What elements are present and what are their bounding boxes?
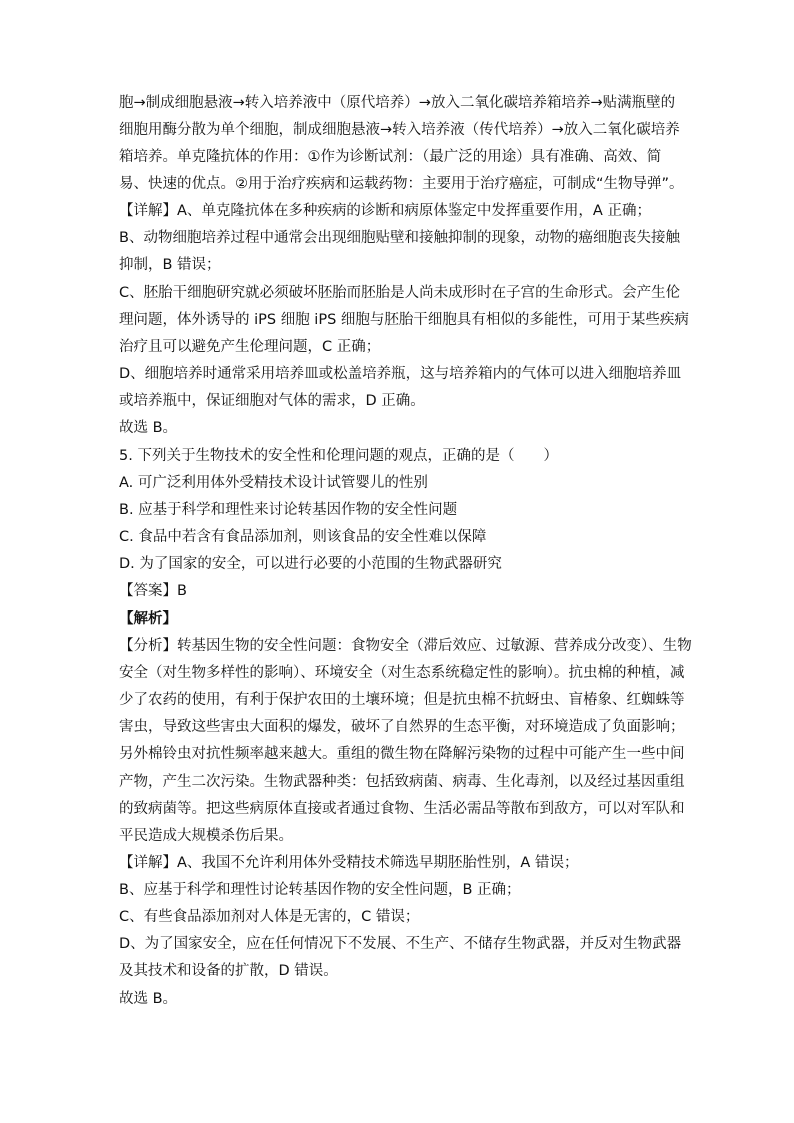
analysis-text-line: 【分析】转基因生物的安全性问题：食物安全（滞后效应、过敏源、营养成分改变）、生物 — [119, 638, 692, 654]
analysis-heading: 【解析】 — [119, 611, 177, 627]
option-d: D. 为了国家的安全，可以进行必要的小范围的生物武器研究 — [119, 556, 502, 572]
text-line: D、为了国家安全，应在任何情况下不发展、不生产、不储存生物武器，并反对生物武器 — [119, 936, 682, 952]
text-line: 易、快速的优点。②用于治疗疾病和运载药物：主要用于治疗癌症，可制成“生物导弹”。 — [119, 176, 684, 192]
analysis-text-line: 少了农药的使用，有利于保护农田的土壤环境；但是抗虫棉不抗蚜虫、盲椿象、红蜘蛛等 — [119, 692, 685, 708]
analysis-text-line: 平民造成大规模杀伤后果。 — [119, 828, 293, 844]
text-line: 治疗且可以避免产生伦理问题，C 正确； — [119, 339, 381, 355]
conclusion-line: 故选 B。 — [119, 420, 178, 436]
text-line: B、应基于科学和理性讨论转基因作物的安全性问题，B 正确； — [119, 882, 521, 898]
analysis-text-line: 产物，产生二次污染。生物武器种类：包括致病菌、病毒、生化毒剂，以及经过基因重组 — [119, 774, 685, 790]
option-a: A. 可广泛利用体外受精技术设计试管婴儿的性别 — [119, 475, 428, 491]
text-line: 及其技术和设备的扩散，D 错误。 — [119, 963, 338, 979]
text-line: B、动物细胞培养过程中通常会出现细胞贴壁和接触抑制的现象，动物的癌细胞丧失接触 — [119, 230, 680, 246]
text-line: 胞→制成细胞悬液→转入培养液中（原代培养）→放入二氧化碳培养箱培养→贴满瓶壁的 — [119, 95, 676, 111]
question-stem: 5. 下列关于生物技术的安全性和伦理问题的观点，正确的是（ ） — [119, 448, 558, 464]
text-line: 箱培养。单克隆抗体的作用：①作为诊断试剂：（最广泛的用途）具有准确、高效、简 — [119, 149, 662, 165]
answer-line: 【答案】B — [119, 583, 187, 599]
option-c: C. 食品中若含有食品添加剂，则该食品的安全性难以保障 — [119, 529, 487, 545]
analysis-text-line: 安全（对生物多样性的影响）、环境安全（对生态系统稳定性的影响）。抗虫棉的种植，减 — [119, 665, 685, 681]
text-line: C、有些食品添加剂对人体是无害的，C 错误； — [119, 909, 420, 925]
analysis-text-line: 另外棉铃虫对抗性频率越来越大。重组的微生物在降解污染物的过程中可能产生一些中间 — [119, 746, 685, 762]
text-line: 理问题，体外诱导的 iPS 细胞 iPS 细胞与胚胎干细胞具有相似的多能性，可用于某些疾病 — [119, 312, 689, 328]
text-line: 细胞用酶分散为单个细胞，制成细胞悬液→转入培养液（传代培养）→放入二氧化碳培养 — [119, 122, 680, 138]
detail-heading-line: 【详解】A、单克隆抗体在多种疾病的诊断和病原体鉴定中发挥重要作用，A 正确； — [119, 203, 651, 219]
analysis-text-line: 害虫，导致这些害虫大面积的爆发，破坏了自然界的生态平衡，对环境造成了负面影响； — [119, 719, 685, 735]
option-b: B. 应基于科学和理性来讨论转基因作物的安全性问题 — [119, 502, 458, 518]
text-line: 或培养瓶中，保证细胞对气体的需求，D 正确。 — [119, 393, 425, 409]
text-line: 抑制，B 错误； — [119, 257, 221, 273]
text-line: C、胚胎干细胞研究就必须破坏胚胎而胚胎是人尚未成形时在子宫的生命形式。会产生伦 — [119, 285, 681, 301]
conclusion-line: 故选 B。 — [119, 991, 178, 1007]
detail-heading-line: 【详解】A、我国不允许利用体外受精技术筛选早期胚胎性别，A 错误； — [119, 855, 579, 871]
analysis-text-line: 的致病菌等。把这些病原体直接或者通过食物、生活必需品等散布到敌方，可以对军队和 — [119, 801, 685, 817]
text-line: D、细胞培养时通常采用培养皿或松盖培养瓶，这与培养箱内的气体可以进入细胞培养皿 — [119, 366, 682, 382]
